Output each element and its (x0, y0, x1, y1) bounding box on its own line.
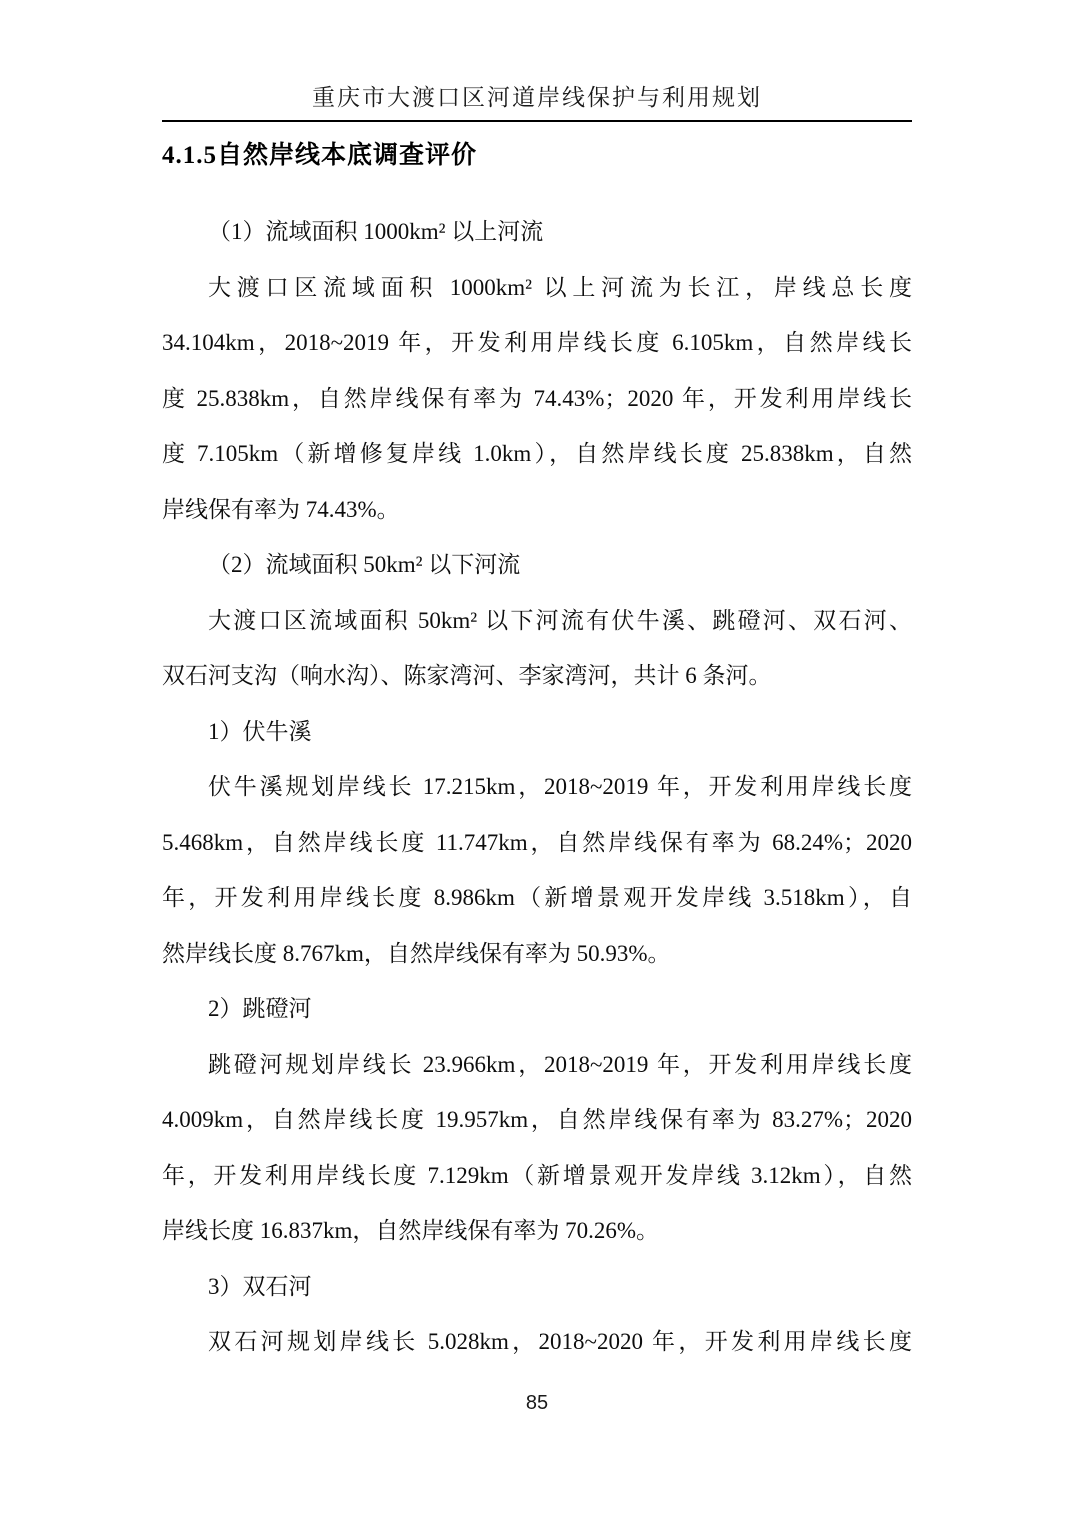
body-line: 5.468km，自然岸线长度 11.747km，自然岸线保有率为 68.24%；2020 (162, 829, 912, 855)
body-line: 伏牛溪规划岸线长 17.215km，2018~2019 年，开发利用岸线长度 (208, 774, 912, 799)
body-line: 跳磴河规划岸线长 23.966km，2018~2019 年，开发利用岸线长度 (208, 1051, 912, 1077)
body-line: 34.104km，2018~2019 年，开发利用岸线长度 6.105km，自然岸线长 (162, 330, 912, 355)
body-line: 双石河规划岸线长 5.028km，2018~2020 年，开发利用岸线长度 (208, 1329, 912, 1354)
section-heading: 4.1.5自然岸线本底调查评价 (162, 142, 478, 169)
header-rule (162, 120, 912, 122)
body-line: 年，开发利用岸线长度 8.986km（新增景观开发岸线 3.518km），自 (162, 885, 912, 910)
body-text (162, 204, 912, 1370)
body-line: 度 7.105km（新增修复岸线 1.0km），自然岸线长度 25.838km，自然 (162, 441, 912, 466)
body-line: 年，开发利用岸线长度 7.129km（新增景观开发岸线 3.12km），自然 (162, 1162, 912, 1188)
body-line: 度 25.838km，自然岸线保有率为 74.43%；2020 年，开发利用岸线长 (162, 385, 912, 411)
document-header-title: 重庆市大渡口区河道岸线保护与利用规划 (312, 85, 762, 110)
body-line: 大渡口区流域面积 50km² 以下河流有伏牛溪、跳磴河、双石河、 (208, 607, 912, 633)
body-line: 1）伏牛溪 (208, 718, 312, 744)
body-line: 4.009km，自然岸线长度 19.957km，自然岸线保有率为 83.27%；2020 (162, 1107, 912, 1132)
body-line: （2）流域面积 50km² 以下河流 (208, 552, 521, 577)
body-line: 双石河支沟（响水沟）、陈家湾河、李家湾河，共计 6 条河。 (162, 663, 772, 688)
body-line: 岸线保有率为 74.43%。 (162, 496, 400, 522)
body-line: 2）跳磴河 (208, 996, 312, 1021)
body-line: 然岸线长度 8.767km，自然岸线保有率为 50.93%。 (162, 940, 671, 966)
body-line: 岸线长度 16.837km，自然岸线保有率为 70.26%。 (162, 1218, 660, 1243)
body-line: 大渡口区流域面积 1000km² 以上河流为长江，岸线总长度 (208, 274, 912, 300)
body-line: 3）双石河 (208, 1273, 312, 1299)
page-number: 85 (525, 1392, 549, 1414)
body-line: （1）流域面积 1000km² 以上河流 (208, 219, 544, 244)
